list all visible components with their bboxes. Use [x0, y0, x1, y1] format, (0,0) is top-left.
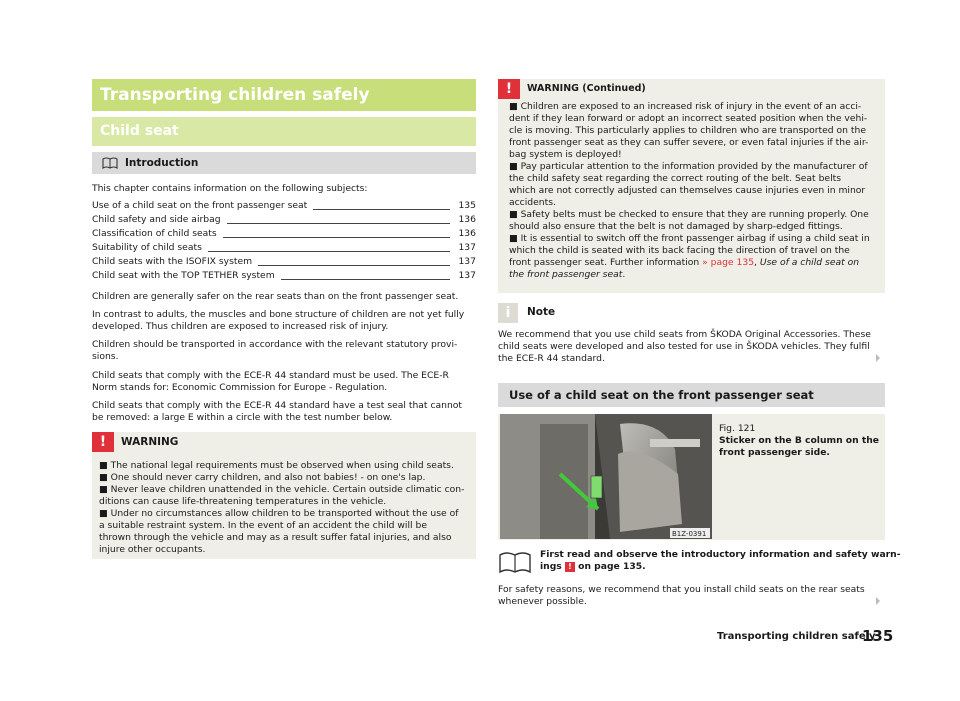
toc-label: Child seats with the ISOFIX system — [92, 256, 258, 268]
book-icon — [498, 550, 532, 574]
warning-line: should also ensure that the belt is not damaged by sharp-edged fittings. — [509, 221, 843, 232]
body-paragraph: Norm stands for: Economic Commission for Europe - Regulation. — [92, 382, 388, 393]
warning-line: which are not correctly adjusted can themselves cause injuries even in minor — [509, 185, 866, 196]
body-paragraph: Child seats that comply with the ECE-R 44 standard must be used. The ECE-R — [92, 370, 449, 381]
toc-item[interactable] — [92, 270, 476, 282]
read-first-text: on page 135. — [574, 561, 646, 572]
body-paragraph: be removed: a large E within a circle with the test number below. — [92, 412, 393, 423]
section-reference: Use of a child seat on — [759, 257, 860, 268]
warning-line: front passenger seat as they can suffer severe, or even fatal injuries if the air- — [509, 137, 869, 148]
note-title: Note — [527, 306, 556, 318]
warning-text: front passenger seat. Further information — [509, 257, 703, 268]
continued-marker — [876, 597, 880, 605]
warning-line: ditions can cause life-threatening temperatures in the vehicle. — [99, 496, 387, 507]
body-paragraph: In contrast to adults, the muscles and bone structure of children are not yet fully — [92, 309, 465, 320]
warning-text: , — [754, 257, 760, 268]
toc-page: 137 — [458, 256, 476, 267]
body-paragraph: sions. — [92, 351, 119, 362]
warning-line: bag system is deployed! — [509, 149, 622, 160]
figure-caption: front passenger side. — [719, 447, 830, 458]
warning-text: . — [622, 269, 626, 280]
toc-page: 136 — [458, 228, 476, 239]
section-end-marker — [876, 354, 880, 362]
body-paragraph: whenever possible. — [498, 596, 587, 607]
warning-title: WARNING — [121, 436, 179, 448]
read-first-text: ings — [540, 561, 565, 572]
warning-icon: ! — [92, 432, 114, 452]
warning-line: ■ Safety belts must be checked to ensure that they are running properly. One — [509, 209, 869, 220]
toc-label: Child seat with the TOP TETHER system — [92, 270, 281, 282]
toc-item[interactable] — [92, 228, 476, 240]
warning-icon: ! — [565, 562, 575, 572]
figure-code: B1Z-0391 — [672, 530, 707, 538]
warning-line: ■ Children are exposed to an increased risk of injury in the event of an acci- — [509, 101, 862, 112]
warning-line: which the child is seated with its back facing the direction of travel on the — [509, 245, 850, 256]
read-first-line: First read and observe the introductory information and safety warn- — [540, 549, 901, 560]
section-title: Child seat — [100, 123, 179, 139]
introduction-title: Introduction — [125, 157, 199, 169]
figure-image — [500, 414, 712, 539]
body-paragraph: For safety reasons, we recommend that you install child seats on the rear seats — [498, 584, 865, 595]
note-line: child seats were developed and also tested for use in ŠKODA vehicles. They fulfil — [498, 341, 870, 352]
note-line: the ECE-R 44 standard. — [498, 353, 605, 364]
warning-line: ■ One should never carry children, and also not babies! - on one's lap. — [99, 472, 426, 483]
introduction-lead: This chapter contains information on the following subjects: — [92, 183, 368, 194]
toc-label: Classification of child seats — [92, 228, 223, 240]
warning-line: ■ Pay particular attention to the information provided by the manufacturer of — [509, 161, 868, 172]
section-reference: the front passenger seat — [509, 269, 623, 280]
warning-line-with-link — [509, 257, 859, 269]
warning-line: ■ The national legal requirements must be observed when using child seats. — [99, 460, 454, 471]
toc-item[interactable] — [92, 242, 476, 254]
body-paragraph: Child seats that comply with the ECE-R 44 standard have a test seal that cannot — [92, 400, 463, 411]
warning-line: thrown through the vehicle and may as a result suffer fatal injuries, and also — [99, 532, 452, 543]
toc-label: Suitability of child seats — [92, 242, 208, 254]
toc-label: Use of a child seat on the front passenger seat — [92, 200, 313, 212]
figure-caption: Sticker on the B column on the — [719, 435, 880, 446]
warning-line: the child safety seat regarding the correct routing of the belt. Seat belts — [509, 173, 842, 184]
warning-line: ■ Under no circumstances allow children to be transported without the use of — [99, 508, 459, 519]
warning-line: a suitable restraint system. In the event of an accident the child will be — [99, 520, 427, 531]
page-reference-link[interactable]: » page 135 — [702, 257, 755, 268]
chapter-title: Transporting children safely — [100, 85, 370, 105]
toc-item[interactable] — [92, 200, 476, 212]
toc-page: 136 — [458, 214, 476, 225]
body-paragraph: Children should be transported in accordance with the relevant statutory provi- — [92, 339, 458, 350]
warning-icon: ! — [498, 79, 520, 99]
footer-title: Transporting children safely — [717, 631, 876, 642]
toc-page: 137 — [458, 270, 476, 281]
toc-page: 135 — [458, 200, 476, 211]
warning-line: accidents. — [509, 197, 556, 208]
section2-title: Use of a child seat on the front passenger seat — [509, 388, 814, 402]
warning-line: ■ Never leave children unattended in the vehicle. Certain outside climatic con- — [99, 484, 465, 495]
toc-label: Child safety and side airbag — [92, 214, 227, 226]
warning-line: ■ It is essential to switch off the front passenger airbag if using a child seat in — [509, 233, 870, 244]
warning-line — [509, 269, 625, 281]
warning-line: dent if they lean forward or adopt an incorrect seated position when the vehi- — [509, 113, 868, 124]
toc-item[interactable] — [92, 214, 476, 226]
warning-line: cle is moving. This particularly applies to children who are transported on the — [509, 125, 866, 136]
info-icon: i — [498, 303, 518, 323]
book-icon — [102, 157, 118, 169]
toc-page: 137 — [458, 242, 476, 253]
figure-number: Fig. 121 — [719, 423, 756, 434]
warning-continued-title: WARNING (Continued) — [527, 83, 646, 94]
toc-item[interactable] — [92, 256, 476, 268]
body-paragraph: developed. Thus children are exposed to increased risk of injury. — [92, 321, 389, 332]
page-number: 135 — [862, 627, 894, 645]
note-line: We recommend that you use child seats from ŠKODA Original Accessories. These — [498, 329, 871, 340]
read-first-line — [540, 561, 646, 573]
body-paragraph: Children are generally safer on the rear seats than on the front passenger seat. — [92, 291, 459, 302]
warning-line: injure other occupants. — [99, 544, 206, 555]
